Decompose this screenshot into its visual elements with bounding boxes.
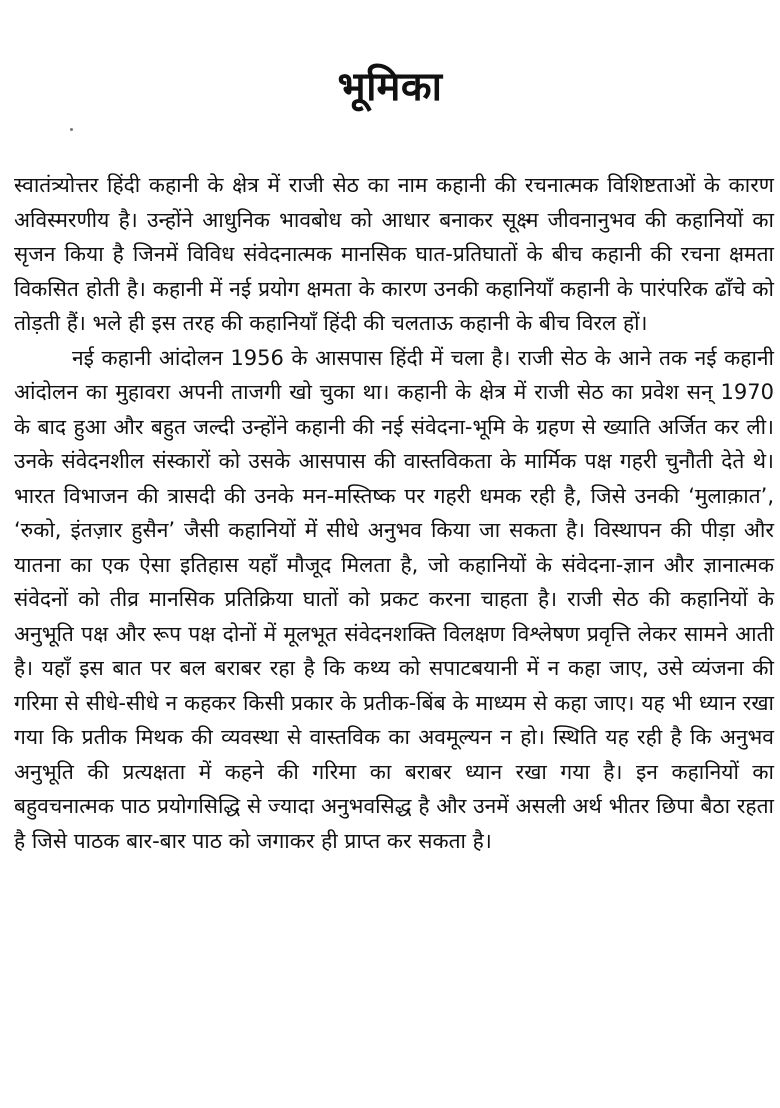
page-title: भूमिका bbox=[337, 63, 443, 110]
paragraph-2: नई कहानी आंदोलन 1956 के आसपास हिंदी में चला है। राजी सेठ के आने तक नई कहानी आंदोलन का मुहावरा अपनी ताजगी खो चुका था। कहानी के क्षेत्र में राजी सेठ का प्रवेश सन् 1970 के बाद हुआ और बहुत जल्दी उन्होंने कहानी की नई संवेदना-भूमि के ग्रहण से ख्याति अर्जित कर ली। उनके संवेदनशील संस्कारों को उसके आसपास की वास्तविकता के मार्मिक पक्ष गहरी चुनौती देते थे। भारत विभाजन की त्रासदी की उनके मन-मस्तिष्क पर गहरी धमक रही है, जिसे उनकी ‘मुलाक़ात’, ‘रुको, इंतज़ार हुसैन’ जैसी कहानियों में सीधे अनुभव किया जा सकता है। विस्थापन की पीड़ा और यातना का एक ऐसा इतिहास यहाँ मौजूद मिलता है, जो कहानियों के संवेदना-ज्ञान और ज्ञानात्मक संवेदनों को तीव्र मानसिक प्रतिक्रिया घातों को प्रकट करना चाहता है। राजी सेठ की कहानियों के अनुभूति पक्ष और रूप पक्ष दोनों में मूलभूत संवेदनशक्ति विलक्षण विश्लेषण प्रवृत्ति लेकर सामने आती है। यहाँ इस बात पर बल बराबर रहा है कि कथ्य को सपाटबयानी में न कहा जाए, उसे व्यंजना की गरिमा से सीधे-सीधे न कहकर किसी प्रकार के प्रतीक-बिंब के माध्यम से कहा जाए। यह भी ध्यान रखा गया कि प्रतीक मिथक की व्यवस्था से वास्तविक का अवमूल्यन न हो। स्थिति यह रही है कि अनुभव अनुभूति की प्रत्यक्षता में कहने की गरिमा का बराबर ध्यान रखा गया है। इन कहानियों का बहुवचनात्मक पाठ प्रयोगसिद्धि से ज्यादा अनुभवसिद्ध है और उनमें असली अर्थ भीतर छिपा बैठा रहता है जिसे पाठक बार-बार पाठ को जगाकर ही प्राप्त कर सकता है। bbox=[14, 345, 774, 853]
body-text bbox=[14, 168, 774, 858]
scan-speck bbox=[70, 128, 73, 131]
paragraph-1: स्वातंत्र्योत्तर हिंदी कहानी के क्षेत्र में राजी सेठ का नाम कहानी की रचनात्मक विशिष्टताओं के कारण अविस्मरणीय है। उन्होंने आधुनिक भावबोध को आधार बनाकर सूक्ष्म जीवनानुभव की कहानियों का सृजन किया है जिनमें विविध संवेदनात्मक मानसिक घात-प्रतिघातों के बीच कहानी की रचना क्षमता विकसित होती है। कहानी में नई प्रयोग क्षमता के कारण उनकी कहानियाँ कहानी के पारंपरिक ढाँचे को तोड़ती हैं। भले ही इस तरह की कहानियाँ हिंदी की चलताऊ कहानी के बीच विरल हों। bbox=[14, 173, 774, 335]
